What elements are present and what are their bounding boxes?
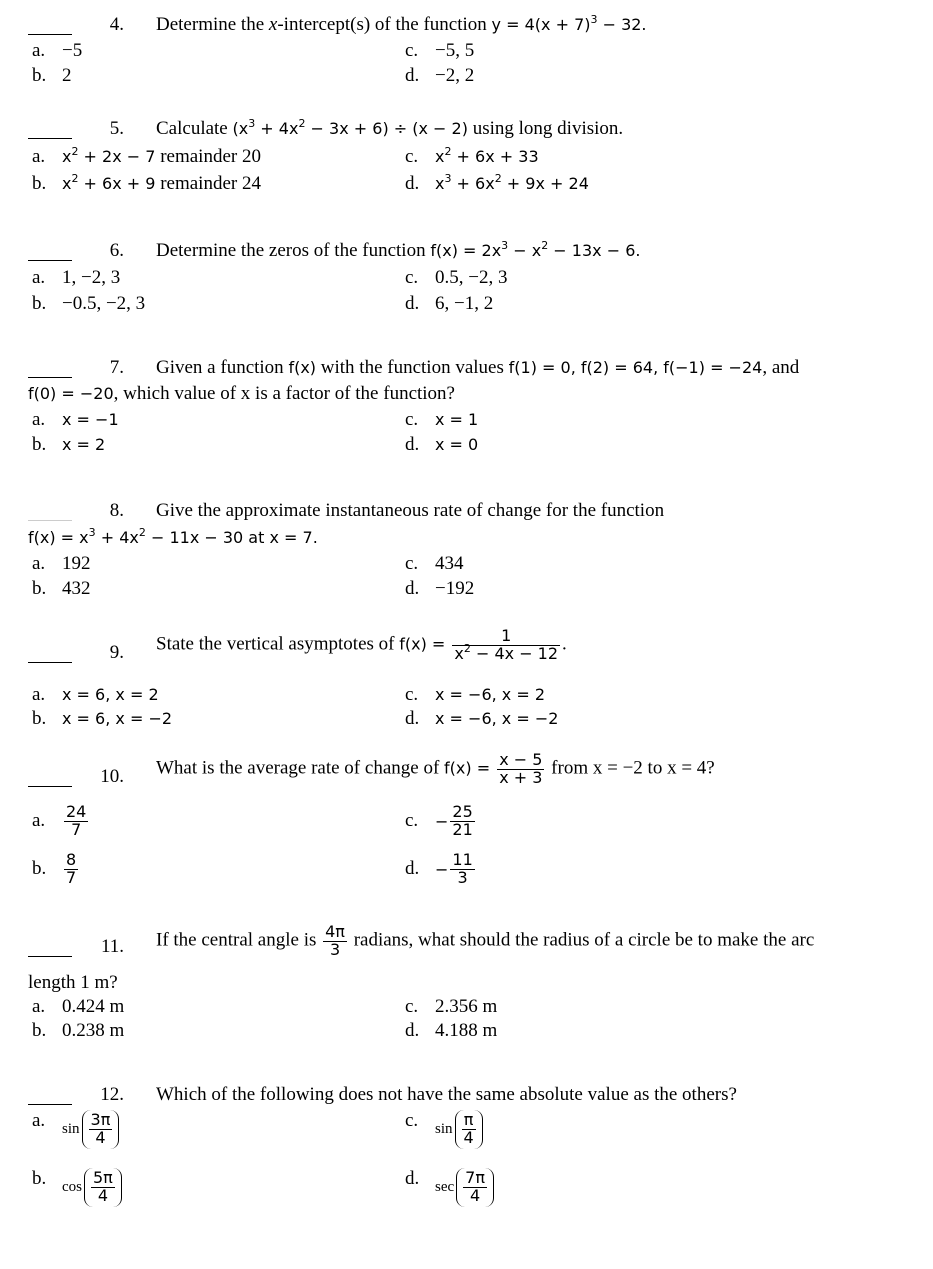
option-c[interactable]: c. − $\frac{25}{21}$ — [405, 802, 473, 839]
option-b[interactable]: b. x = 2 — [32, 434, 106, 455]
question-stem-continued: f(0) = −20, which value of x is a factor of the function? — [28, 383, 455, 404]
option-c[interactable]: c. x = 1 — [405, 409, 479, 430]
question-stem: If the central angle is $\frac{4\pi}{3}$ radians, what should the radius of a circle be to make the arc — [156, 922, 815, 959]
option-b[interactable]: b. 432 — [32, 578, 91, 599]
answer-blank[interactable] — [28, 1084, 72, 1105]
question-6 — [28, 240, 908, 320]
option-c[interactable]: c. −5, 5 — [405, 40, 475, 61]
question-number: 8. — [109, 500, 124, 521]
fraction: $\frac{1}{x^2 - 4x - 12}$ — [454, 626, 559, 663]
option-b[interactable]: b. $\frac{8}{7}$ — [32, 850, 77, 887]
answer-blank[interactable] — [28, 936, 72, 957]
answer-blank[interactable] — [28, 118, 72, 139]
question-12 — [28, 1084, 908, 1224]
question-10 — [28, 752, 908, 902]
option-a[interactable]: a. $\frac{24}{7}$ — [32, 802, 87, 839]
option-a[interactable]: a. 0.424 m — [32, 996, 125, 1017]
option-d[interactable]: d. $x^3 + 6x^2 + 9x + 24$ — [405, 172, 589, 194]
fraction: $\frac{x - 5}{x + 3}$ — [499, 750, 543, 787]
question-number: 4. — [109, 14, 124, 35]
question-number: 6. — [109, 240, 124, 261]
question-stem: Calculate $(x^3 + 4x^2 - 3x + 6) \div (x - 2)$ using long division. — [156, 117, 624, 139]
answer-blank[interactable] — [28, 642, 72, 663]
option-c[interactable]: c. x = −6, x = 2 — [405, 684, 546, 705]
question-number: 7. — [109, 357, 124, 378]
question-stem: Determine the zeros of the function $f(x) = 2x^3 - x^2 - 13x - 6$. — [156, 239, 641, 261]
option-a[interactable]: a. sin $\frac{3\pi}{4}$ — [32, 1110, 121, 1149]
option-a[interactable]: a. −5 — [32, 40, 83, 61]
option-c[interactable]: c. $x^2 + 6x + 33$ — [405, 145, 539, 167]
option-b[interactable]: b. $x^2 + 6x + 9$ remainder 24 — [32, 172, 261, 194]
option-b[interactable]: b. 2 — [32, 65, 72, 86]
question-stem: Determine the x-intercept(s) of the function $y = 4(x + 7)^3 - 32$. — [156, 13, 647, 35]
answer-blank[interactable] — [28, 14, 72, 35]
option-b[interactable]: b. x = 6, x = −2 — [32, 708, 173, 729]
answer-blank[interactable] — [28, 240, 72, 261]
option-a[interactable]: a. x = 6, x = 2 — [32, 684, 159, 705]
option-d[interactable]: d. sec $\frac{7\pi}{4}$ — [405, 1168, 496, 1207]
question-5 — [28, 118, 908, 198]
question-9 — [28, 628, 908, 728]
option-b[interactable]: b. −0.5, −2, 3 — [32, 293, 146, 314]
option-d[interactable]: d. 4.188 m — [405, 1020, 498, 1041]
question-stem: Which of the following does not have the same absolute value as the others? — [156, 1084, 737, 1105]
option-c[interactable]: c. sin $\frac{\pi}{4}$ — [405, 1110, 485, 1149]
question-stem: Give the approximate instantaneous rate of change for the function — [156, 500, 665, 521]
question-stem: What is the average rate of change of f(x) = $\frac{x - 5}{x + 3}$ from x = −2 to x = 4? — [156, 750, 715, 787]
option-d[interactable]: d. − $\frac{11}{3}$ — [405, 850, 473, 887]
option-d[interactable]: d. −192 — [405, 578, 475, 599]
option-b[interactable]: b. 0.238 m — [32, 1020, 125, 1041]
question-11 — [28, 924, 908, 1044]
question-stem-continued: $f(x) = x^3 + 4x^2 - 11x - 30$ at x = 7. — [28, 526, 318, 547]
question-stem-continued: length 1 m? — [28, 972, 118, 993]
option-d[interactable]: d. 6, −1, 2 — [405, 293, 494, 314]
question-4 — [28, 14, 908, 94]
question-number: 12. — [100, 1084, 124, 1105]
option-d[interactable]: d. x = −6, x = −2 — [405, 708, 559, 729]
option-c[interactable]: c. 2.356 m — [405, 996, 498, 1017]
answer-blank[interactable] — [28, 766, 72, 787]
question-7 — [28, 357, 908, 457]
question-number: 5. — [109, 118, 124, 139]
answer-blank[interactable] — [28, 500, 72, 521]
question-number: 10. — [100, 766, 124, 787]
option-c[interactable]: c. 434 — [405, 553, 464, 574]
question-number: 9. — [109, 642, 124, 663]
option-d[interactable]: d. −2, 2 — [405, 65, 475, 86]
option-d[interactable]: d. x = 0 — [405, 434, 479, 455]
option-a[interactable]: a. x = −1 — [32, 409, 119, 430]
option-a[interactable]: a. $x^2 + 2x - 7$ remainder 20 — [32, 145, 261, 167]
answer-blank[interactable] — [28, 357, 72, 378]
option-a[interactable]: a. 192 — [32, 553, 91, 574]
question-stem: State the vertical asymptotes of f(x) = $\frac{1}{x^2 - 4x - 12}$ . — [156, 626, 567, 663]
question-number: 11. — [100, 936, 124, 957]
option-c[interactable]: c. 0.5, −2, 3 — [405, 267, 508, 288]
question-stem: Given a function f(x) with the function values f(1) = 0, f(2) = 64, f(−1) = −24, and — [156, 357, 800, 378]
question-8 — [28, 500, 908, 600]
option-b[interactable]: b. cos $\frac{5\pi}{4}$ — [32, 1168, 124, 1207]
option-a[interactable]: a. 1, −2, 3 — [32, 267, 121, 288]
